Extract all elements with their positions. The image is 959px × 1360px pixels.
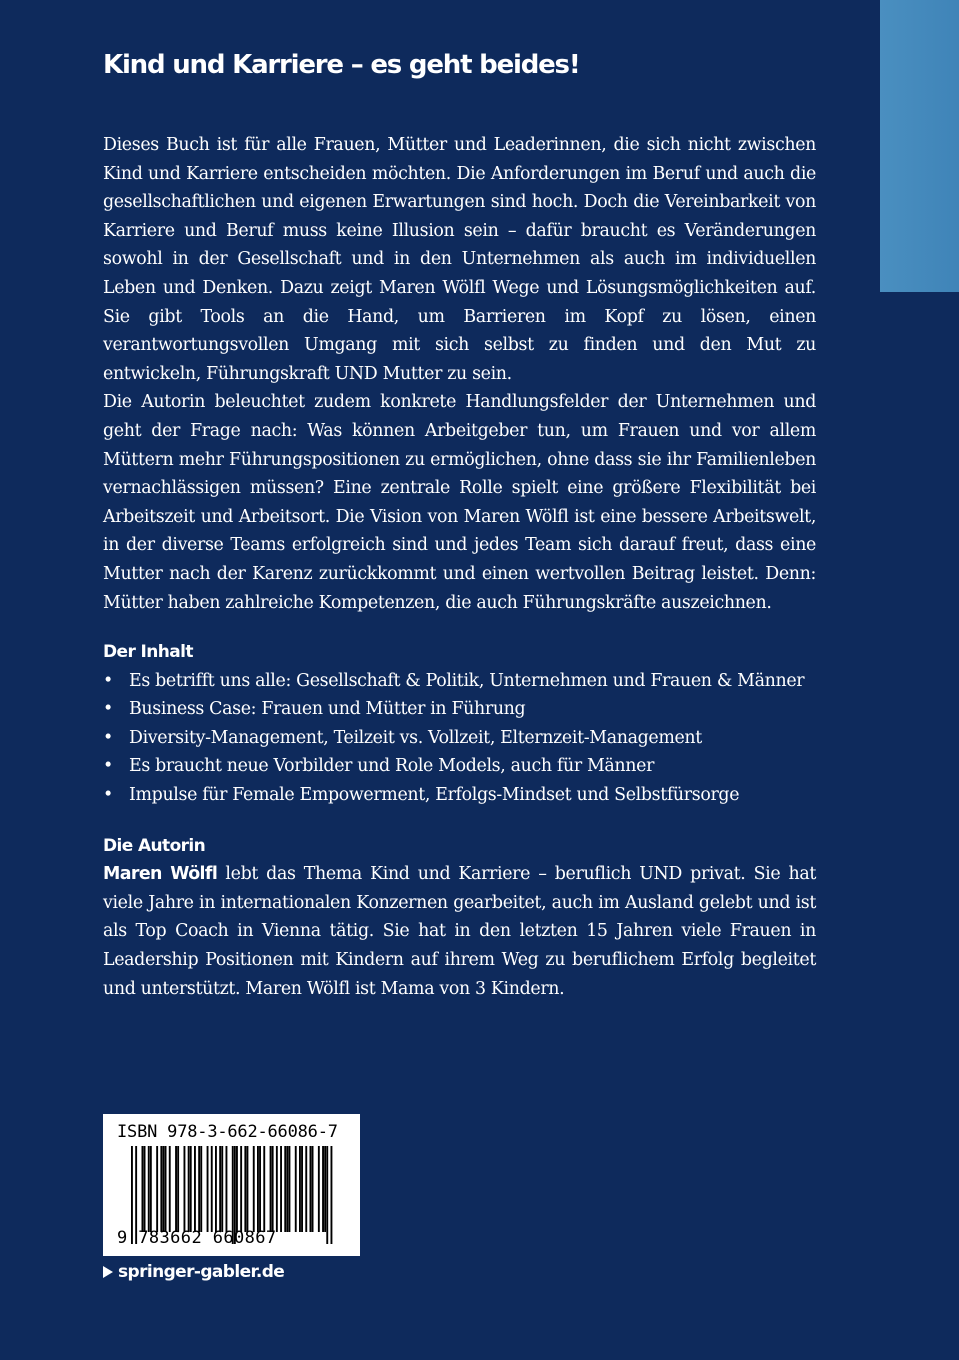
barcode-bar <box>219 1146 221 1232</box>
publisher-website[interactable] <box>103 1262 284 1282</box>
barcode-bar <box>244 1146 246 1232</box>
barcode-bar <box>286 1146 288 1232</box>
barcode-bar <box>226 1146 228 1232</box>
intro-paragraph-1: Dieses Buch ist für alle Frauen, Mütter und Leaderinnen, die sich nicht zwischen Kind und Karriere entscheiden möchten. Die Anforderungen im Beruf und auch die gesellschaftlichen und eigenen Erwartungen sind hoch. Doch die Vereinbarkeit von Karriere und Beruf muss keine Illusion sein – dafür braucht es Veränderungen sowohl in der Gesellschaft und in den Unternehmen als auch im individuellen Leben und Denken. Dazu zeigt Maren Wölfl Wege und Lösungsmöglichkeiten auf. Sie gibt Tools an die Hand, um Barrieren im Kopf zu lösen, einen verantwortungsvollen Umgang mit sich selbst zu finden und den Mut zu entwickeln, Führungskraft UND Mutter zu sein. <box>103 135 816 384</box>
barcode-bar <box>156 1146 158 1232</box>
barcode-bar <box>257 1146 259 1232</box>
barcode-bar <box>142 1146 144 1232</box>
barcode-bar <box>177 1146 179 1232</box>
list-item-text: Diversity-Management, Teilzeit vs. Vollzeit, Elternzeit-Management <box>129 727 702 748</box>
headline: Kind und Karriere – es geht beides! <box>103 50 580 80</box>
barcode-bar <box>312 1146 314 1232</box>
contents-list <box>103 667 816 810</box>
bullet-icon: • <box>103 670 113 691</box>
barcode-bar <box>289 1146 291 1232</box>
list-item-text: Impulse für Female Empowerment, Erfolgs-Mindset und Selbstfürsorge <box>129 785 740 806</box>
bullet-icon: • <box>103 785 113 806</box>
list-item-text: Business Case: Frauen und Mütter in Führung <box>129 699 526 720</box>
barcode-bar <box>175 1146 177 1232</box>
barcode-bar <box>253 1146 255 1232</box>
barcode-bar <box>284 1146 286 1232</box>
isbn-barcode <box>103 1114 360 1256</box>
barcode-bar <box>150 1146 152 1232</box>
author-bio-text: lebt das Thema Kind und Karriere – beruflich UND privat. Sie hat viele Jahre in internationalen Konzernen gearbeitet, auch im Ausland gelebt und ist als Top Coach in Vienna tätig. Sie hat in den letzten 15 Jahren viele Frauen in Leadership Positionen mit Kindern auf ihrem Weg zu beruflichem Erfolg begleitet und unterstützt. Maren Wölfl ist Mama von 3 Kindern. <box>103 864 816 999</box>
barcode-bar <box>247 1146 249 1232</box>
barcode-bar <box>305 1146 307 1232</box>
author-bio <box>103 860 816 1003</box>
list-item <box>103 724 816 753</box>
barcode-bar <box>163 1146 165 1232</box>
list-item <box>103 752 816 781</box>
barcode-bar <box>207 1146 209 1232</box>
barcode-bar <box>324 1146 326 1232</box>
barcode-bar <box>190 1146 192 1232</box>
barcode-bar <box>184 1146 186 1232</box>
barcode-bar <box>259 1146 261 1232</box>
barcode-bar <box>200 1146 202 1232</box>
barcode-bar <box>160 1146 162 1232</box>
barcode-bar <box>326 1146 328 1244</box>
list-item <box>103 667 816 696</box>
barcode-bar <box>272 1146 274 1232</box>
list-item-text: Es betrifft uns alle: Gesellschaft & Politik, Unternehmen und Frauen & Männer <box>129 670 805 691</box>
barcode-bar <box>236 1146 238 1232</box>
barcode-bar <box>188 1146 190 1232</box>
barcode-bar <box>211 1146 213 1232</box>
list-item-text: Es braucht neue Vorbilder und Role Models, auch für Männer <box>129 756 655 777</box>
barcode-bar <box>144 1146 146 1232</box>
barcode-bar <box>276 1146 278 1232</box>
isbn-label: ISBN 978-3-662-66086-7 <box>117 1122 338 1142</box>
back-cover-content <box>103 40 816 1003</box>
arrow-right-icon <box>103 1266 113 1278</box>
barcode-digits: 9 783662 660867 <box>117 1228 277 1248</box>
bullet-icon: • <box>103 699 113 720</box>
bullet-icon: • <box>103 727 113 748</box>
list-item <box>103 781 816 810</box>
barcode-bar <box>301 1146 303 1232</box>
website-link[interactable]: springer-gabler.de <box>118 1262 285 1282</box>
author-heading: Die Autorin <box>103 835 206 856</box>
barcode-bar <box>322 1146 324 1232</box>
list-item <box>103 695 816 724</box>
barcode-bar <box>318 1146 320 1232</box>
intro-paragraph-2: Die Autorin beleuchtet zudem konkrete Handlungsfelder der Unternehmen und geht der Frage nach: Was können Arbeitgeber tun, um Frauen und vor allem Müttern mehr Führungspositionen zu ermöglichen, ohne dass sie ihr Familienleben vernachlässigen müssen? Eine zentrale Rolle spielt eine größere Flexibilität bei Arbeitszeit und Arbeitsort. Die Vision von Maren Wölfl ist eine bessere Arbeitswelt, in der diverse Teams erfolgreich sind und jedes Team sich darauf freut, dass eine Mutter nach der Karenz zurückkommt und einen wertvollen Beitrag leistet. Denn: Mütter haben zahlreiche Kompetenzen, die auch Führungskräfte auszeichnen. <box>103 392 816 613</box>
barcode-bar <box>263 1146 265 1232</box>
barcode-bar <box>198 1146 200 1232</box>
barcode-bar <box>310 1146 312 1232</box>
barcode-bar <box>148 1146 150 1232</box>
barcode-bar <box>240 1146 242 1232</box>
accent-color-tab <box>880 0 959 292</box>
contents-heading: Der Inhalt <box>103 642 193 663</box>
barcode-bar <box>215 1146 217 1232</box>
barcode-bar <box>194 1146 196 1232</box>
barcode-bar <box>221 1146 223 1232</box>
barcode-bar <box>299 1146 301 1232</box>
barcode-bar <box>270 1146 272 1232</box>
barcode-bar <box>331 1146 333 1244</box>
barcode-bar <box>165 1146 167 1232</box>
barcode-bar <box>169 1146 171 1232</box>
barcode-bar <box>280 1146 282 1232</box>
author-name: Maren Wölfl <box>103 864 218 885</box>
bullet-icon: • <box>103 756 113 777</box>
barcode-bar <box>295 1146 297 1232</box>
